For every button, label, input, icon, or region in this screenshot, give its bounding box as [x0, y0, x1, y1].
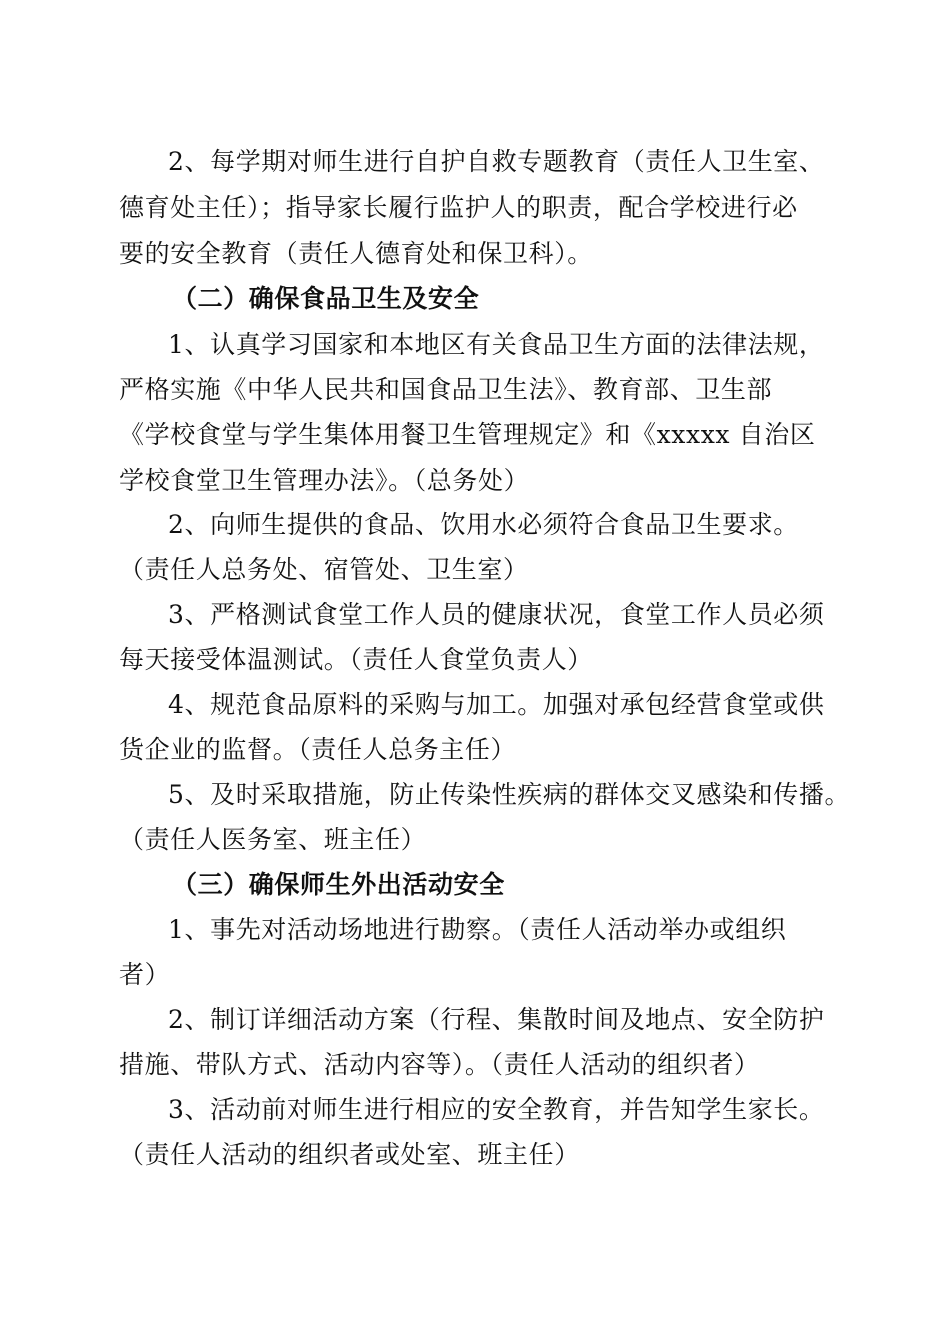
paragraph-line: （责任人总务处、宿管处、卫生室）	[119, 555, 529, 584]
paragraph-line: 3、活动前对师生进行相应的安全教育，并告知学生家长。	[168, 1095, 825, 1124]
paragraph-line: 者）	[119, 960, 171, 989]
paragraph-line: 《学校食堂与学生集体用餐卫生管理规定》和《xxxxx 自治区	[119, 420, 816, 449]
paragraph-line: 2、每学期对师生进行自护自救专题教育（责任人卫生室、	[168, 147, 825, 176]
paragraph-line: 1、认真学习国家和本地区有关食品卫生方面的法律法规，	[168, 330, 825, 359]
paragraph-line: 4、规范食品原料的采购与加工。加强对承包经营食堂或供	[168, 690, 825, 719]
paragraph-line: 要的安全教育（责任人德育处和保卫科）。	[119, 239, 593, 268]
paragraph-line: 1、事先对活动场地进行勘察。（责任人活动举办或组织	[168, 915, 787, 944]
paragraph-line: 2、制订详细活动方案（行程、集散时间及地点、安全防护	[168, 1005, 825, 1034]
section-heading-food-safety: （二）确保食品卫生及安全	[172, 284, 480, 313]
paragraph-line: 2、向师生提供的食品、饮用水必须符合食品卫生要求。	[168, 510, 799, 539]
section-heading-outing-safety: （三）确保师生外出活动安全	[172, 870, 505, 899]
paragraph-line: 学校食堂卫生管理办法》。（总务处）	[119, 466, 530, 495]
paragraph-line: 每天接受体温测试。（责任人食堂负责人）	[119, 645, 593, 674]
paragraph-line: 5、及时采取措施，防止传染性疾病的群体交叉感染和传播。	[168, 780, 851, 809]
paragraph-line: （责任人医务室、班主任）	[119, 825, 427, 854]
paragraph-line: 措施、带队方式、活动内容等）。（责任人活动的组织者）	[119, 1050, 760, 1079]
paragraph-line: 货企业的监督。（责任人总务主任）	[119, 735, 517, 764]
paragraph-line: 3、严格测试食堂工作人员的健康状况，食堂工作人员必须	[168, 600, 825, 629]
paragraph-line: 德育处主任）；指导家长履行监护人的职责，配合学校进行必	[119, 193, 798, 222]
paragraph-line: 严格实施《中华人民共和国食品卫生法》、教育部、卫生部	[119, 375, 773, 404]
paragraph-line: （责任人活动的组织者或处室、班主任）	[119, 1140, 580, 1169]
